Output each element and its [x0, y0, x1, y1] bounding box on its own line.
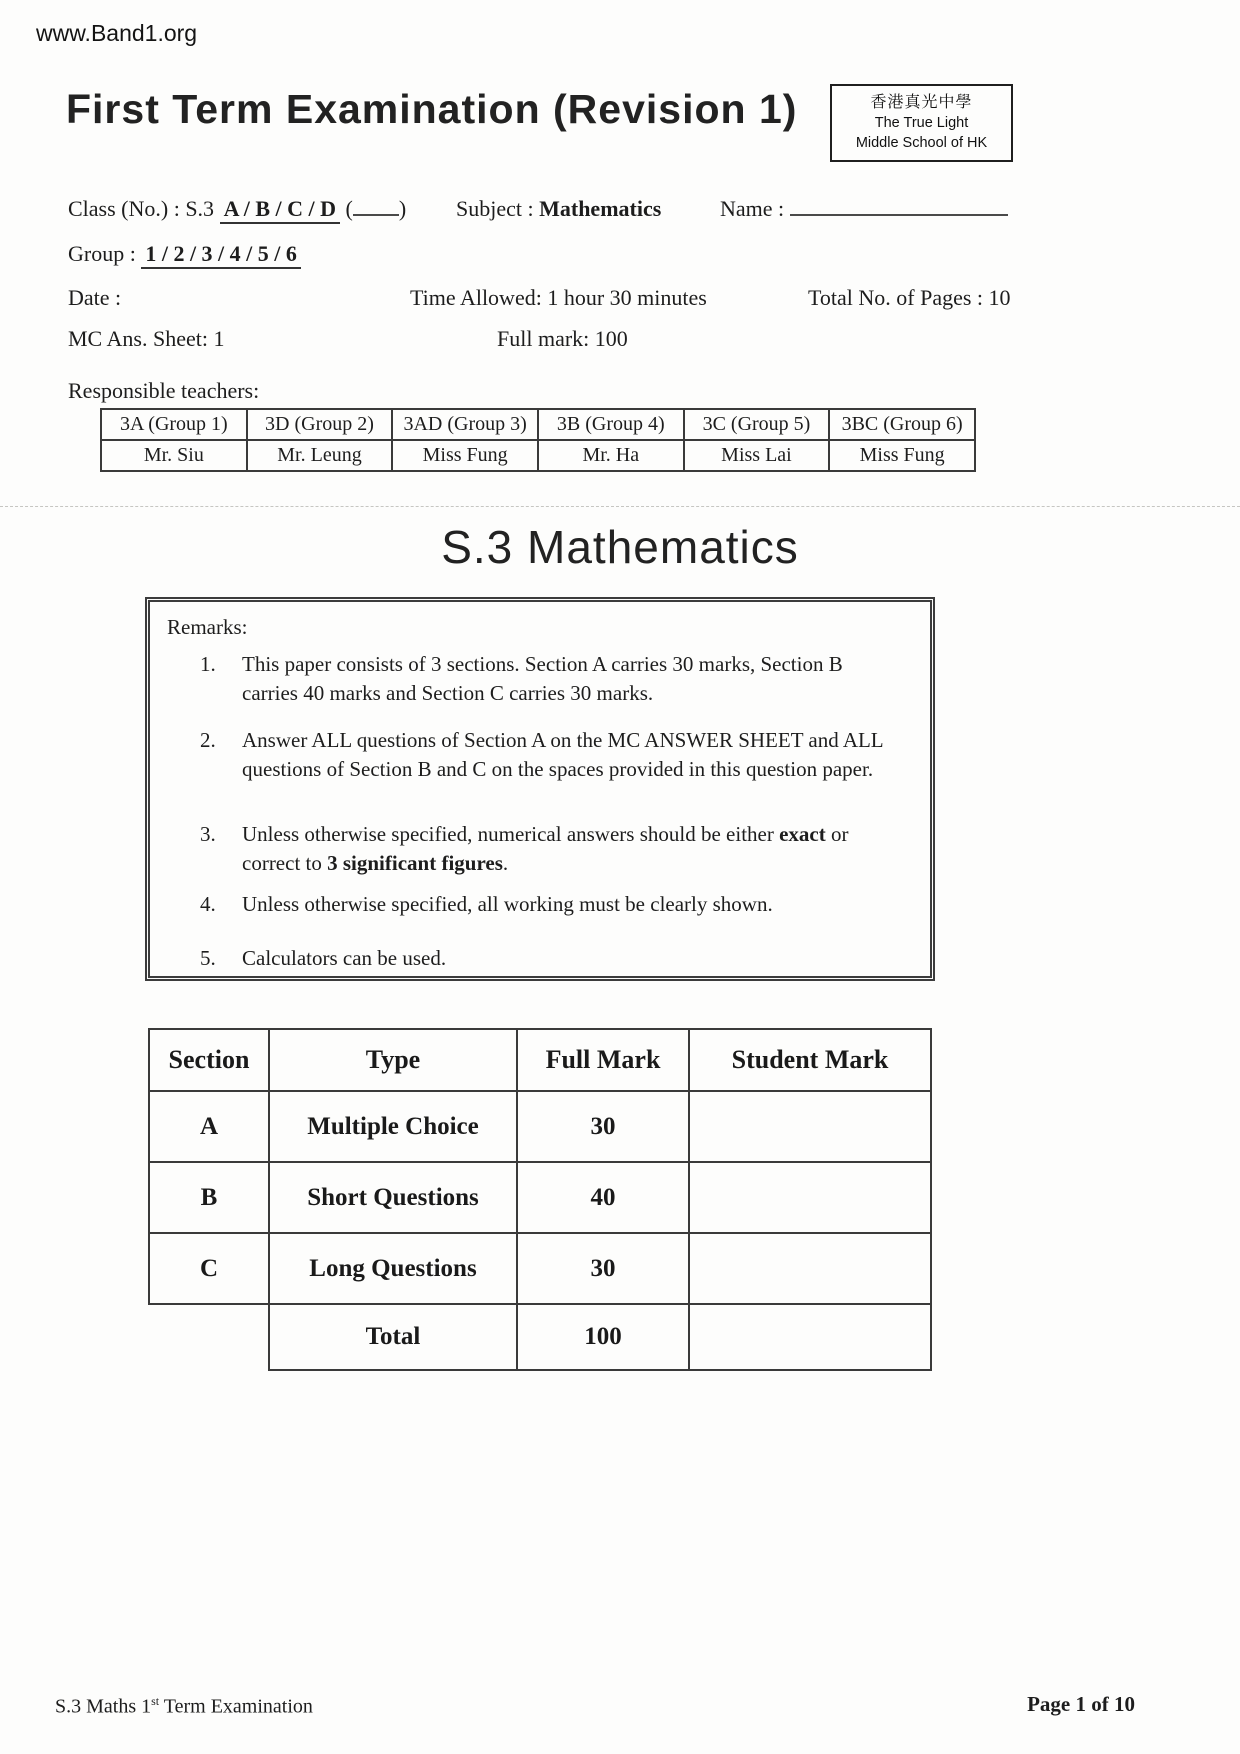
marks-row-c	[149, 1233, 931, 1304]
marks-studentmark-cell	[689, 1233, 931, 1304]
marks-type-cell: Total	[269, 1304, 517, 1370]
name-label: Name :	[720, 196, 785, 221]
remark-number: 4.	[200, 892, 216, 916]
marks-type-cell: Long Questions	[269, 1233, 517, 1304]
teacher-group-cell: 3C (Group 5)	[684, 409, 830, 440]
marks-fullmark-cell: 30	[517, 1233, 689, 1304]
separator-line	[0, 506, 1240, 507]
remark-item-1	[200, 650, 892, 708]
group-options: 1 / 2 / 3 / 4 / 5 / 6	[141, 241, 301, 269]
remark-item-4	[200, 890, 892, 919]
remark-text: Answer ALL questions of Section A on the MC ANSWER SHEET and ALL questions of Section B and C on the spaces provided in this question paper.	[242, 728, 883, 781]
mc-ans-sheet: MC Ans. Sheet: 1	[68, 326, 225, 351]
marks-studentmark-cell	[689, 1091, 931, 1162]
marks-studentmark-cell	[689, 1304, 931, 1370]
teacher-group-cell: 3AD (Group 3)	[392, 409, 538, 440]
info-row-date	[68, 285, 1188, 319]
marks-fullmark-cell: 30	[517, 1091, 689, 1162]
marks-section-cell-blank	[149, 1304, 269, 1370]
remark-text: Unless otherwise specified, numerical answers should be either exact or correct to 3 significant figures.	[242, 822, 849, 875]
marks-header-studentmark: Student Mark	[689, 1029, 931, 1091]
remark-item-2	[200, 726, 892, 784]
subject-value: Mathematics	[539, 196, 662, 221]
remarks-box	[145, 597, 935, 981]
remark-text: This paper consists of 3 sections. Section A carries 30 marks, Section B carries 40 marks and Section C carries 30 marks.	[242, 652, 843, 705]
marks-fullmark-cell: 40	[517, 1162, 689, 1233]
subject-field	[456, 196, 661, 222]
class-field	[68, 196, 406, 222]
school-name-chinese: 香港真光中學	[870, 94, 973, 111]
marks-table	[148, 1028, 932, 1371]
name-blank	[790, 214, 1008, 216]
teacher-name-cell: Mr. Leung	[247, 440, 393, 471]
teachers-table	[100, 408, 976, 472]
marks-studentmark-cell	[689, 1162, 931, 1233]
marks-fullmark-cell: 100	[517, 1304, 689, 1370]
remark-number: 1.	[200, 652, 216, 676]
class-paren-close: )	[398, 196, 407, 221]
marks-header-type: Type	[269, 1029, 517, 1091]
teacher-group-cell: 3B (Group 4)	[538, 409, 684, 440]
watermark-url: www.Band1.org	[36, 20, 198, 46]
class-options: A / B / C / D	[220, 196, 340, 224]
remark-number: 3.	[200, 822, 216, 846]
remark-item-3	[200, 820, 892, 878]
class-number-blank	[353, 214, 399, 216]
class-label: Class (No.) : S.3	[68, 196, 215, 221]
teacher-name-cell: Mr. Ha	[538, 440, 684, 471]
marks-type-cell: Short Questions	[269, 1162, 517, 1233]
footer-document-title: S.3 Maths 1st Term Examination	[55, 1694, 313, 1718]
school-stamp-box	[830, 84, 1013, 162]
info-row-group	[68, 241, 1188, 275]
date-label: Date :	[68, 285, 122, 310]
subject-label: Subject :	[456, 196, 534, 221]
section-heading: S.3 Mathematics	[441, 521, 799, 573]
marks-section-cell: C	[149, 1233, 269, 1304]
teacher-group-cell: 3D (Group 2)	[247, 409, 393, 440]
marks-row-b	[149, 1162, 931, 1233]
name-field	[720, 196, 1008, 222]
teachers-header-row	[101, 409, 975, 440]
group-label: Group :	[68, 241, 136, 266]
remark-text: Calculators can be used.	[242, 946, 447, 970]
remark-item-5	[200, 944, 892, 973]
info-row-class	[68, 196, 1188, 230]
time-allowed: Time Allowed: 1 hour 30 minutes	[410, 285, 707, 310]
teachers-name-row	[101, 440, 975, 471]
marks-header-section: Section	[149, 1029, 269, 1091]
teacher-group-cell: 3A (Group 1)	[101, 409, 247, 440]
full-mark: Full mark: 100	[497, 326, 628, 351]
page-title: First Term Examination (Revision 1)	[66, 86, 798, 132]
marks-type-cell: Multiple Choice	[269, 1091, 517, 1162]
remark-number: 2.	[200, 728, 216, 752]
teacher-name-cell: Mr. Siu	[101, 440, 247, 471]
teachers-label: Responsible teachers:	[68, 378, 260, 403]
marks-row-total	[149, 1304, 931, 1370]
teacher-name-cell: Miss Lai	[684, 440, 830, 471]
teacher-name-cell: Miss Fung	[829, 440, 975, 471]
remarks-label: Remarks:	[167, 615, 248, 639]
class-paren-open: (	[345, 196, 353, 221]
school-name-line3: Middle School of HK	[855, 135, 988, 151]
teacher-group-cell: 3BC (Group 6)	[829, 409, 975, 440]
marks-header-fullmark: Full Mark	[517, 1029, 689, 1091]
footer-page-number: Page 1 of 10	[1027, 1692, 1135, 1716]
marks-section-cell: A	[149, 1091, 269, 1162]
group-field	[68, 241, 301, 267]
marks-header-row	[149, 1029, 931, 1091]
marks-row-a	[149, 1091, 931, 1162]
remark-text: Unless otherwise specified, all working must be clearly shown.	[242, 892, 773, 916]
info-row-mc	[68, 326, 1188, 360]
school-name-line2: The True Light	[874, 115, 969, 131]
total-pages: Total No. of Pages : 10	[808, 285, 1011, 310]
teacher-name-cell: Miss Fung	[392, 440, 538, 471]
remark-number: 5.	[200, 946, 216, 970]
marks-section-cell: B	[149, 1162, 269, 1233]
